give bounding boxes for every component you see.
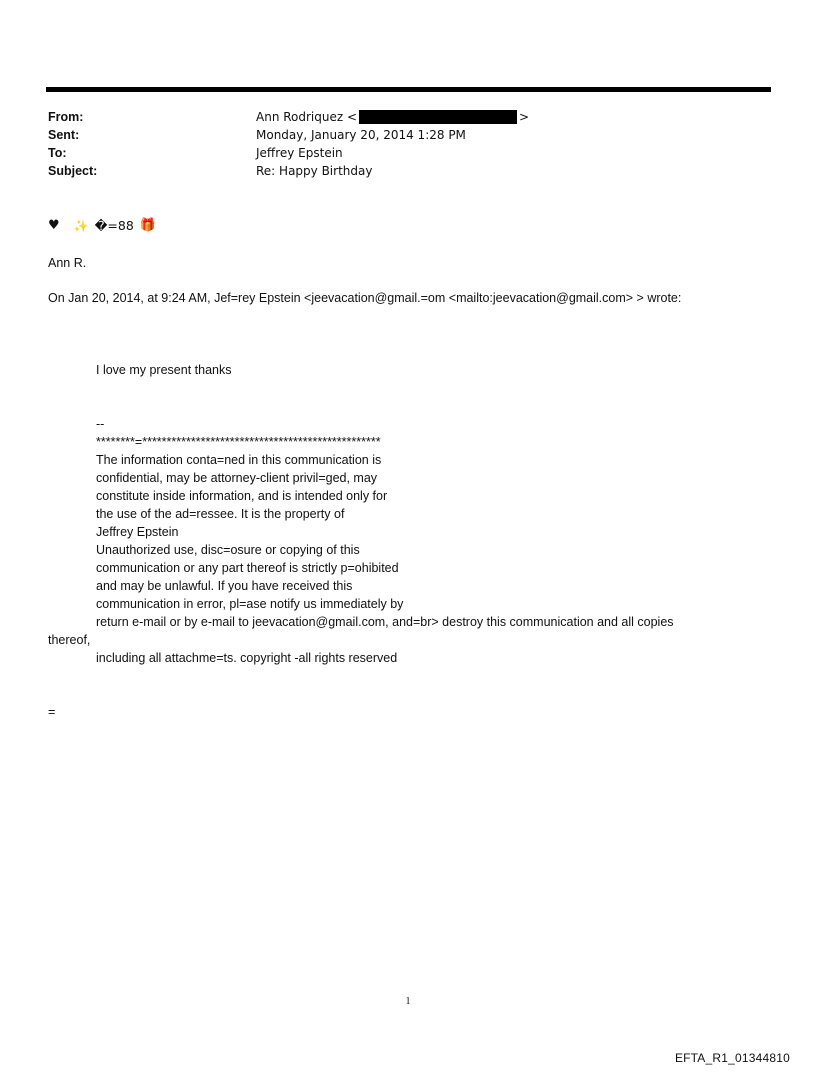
footer-line: communication or any part thereof is strictly p=ohibited	[96, 561, 399, 575]
gift-icon: 🎁	[139, 218, 156, 233]
subject-value: Re: Happy Birthday	[256, 164, 373, 178]
sent-label: Sent:	[48, 128, 80, 142]
from-name: Ann Rodriquez <	[256, 110, 358, 124]
garbled-text: �=88	[94, 218, 134, 233]
footer-line: The information conta=ned in this communication is	[96, 453, 382, 467]
footer-line: and may be unlawful. If you have received this	[96, 579, 353, 593]
signoff: Ann R.	[48, 256, 87, 270]
footer-line: confidential, may be attorney-client privil=ged, may	[96, 471, 378, 485]
to-label: To:	[48, 146, 67, 160]
quote-intro: On Jan 20, 2014, at 9:24 AM, Jef=rey Epstein <jeevacation@gmail.=om <mailto:jeevacation@gmail.com> > wrote:	[48, 291, 682, 305]
from-label: From:	[48, 110, 84, 124]
subject-row	[48, 162, 529, 180]
subject-label: Subject:	[48, 164, 98, 178]
trailing-equals: =	[48, 705, 56, 719]
sent-row	[48, 126, 529, 144]
footer-line: communication in error, pl=ase notify us immediately by	[96, 597, 404, 611]
from-suffix: >	[519, 110, 530, 124]
sent-value: Monday, January 20, 2014 1:28 PM	[256, 128, 466, 142]
email-header	[48, 108, 529, 180]
redaction-bar	[359, 110, 517, 124]
to-value: Jeffrey Epstein	[256, 146, 343, 160]
heart-icon: ♥	[48, 218, 60, 233]
footer-line: the use of the ad=ressee. It is the property of	[96, 507, 345, 521]
from-row	[48, 108, 529, 126]
header-divider	[46, 87, 771, 92]
footer-line: --	[96, 417, 105, 431]
confidentiality-footer	[48, 415, 674, 667]
footer-line: Jeffrey Epstein	[96, 525, 179, 539]
footer-line: constitute inside information, and is intended only for	[96, 489, 388, 503]
to-row	[48, 144, 529, 162]
quoted-message: I love my present thanks	[96, 363, 232, 377]
footer-line: including all attachme=ts. copyright -all rights reserved	[96, 651, 398, 665]
page-number: 1	[405, 996, 411, 1007]
document-id: EFTA_R1_01344810	[674, 1051, 790, 1065]
from-value	[256, 108, 529, 126]
sparkle-icon: ✨	[73, 219, 89, 233]
footer-line: return e-mail or by e-mail to jeevacation@gmail.com, and=br> destroy this communication and all copies	[96, 615, 674, 629]
footer-line: ********=*************************************************	[96, 435, 381, 449]
emoji-line	[48, 217, 156, 235]
footer-line: thereof,	[48, 633, 91, 647]
footer-line: Unauthorized use, disc=osure or copying of this	[96, 543, 360, 557]
